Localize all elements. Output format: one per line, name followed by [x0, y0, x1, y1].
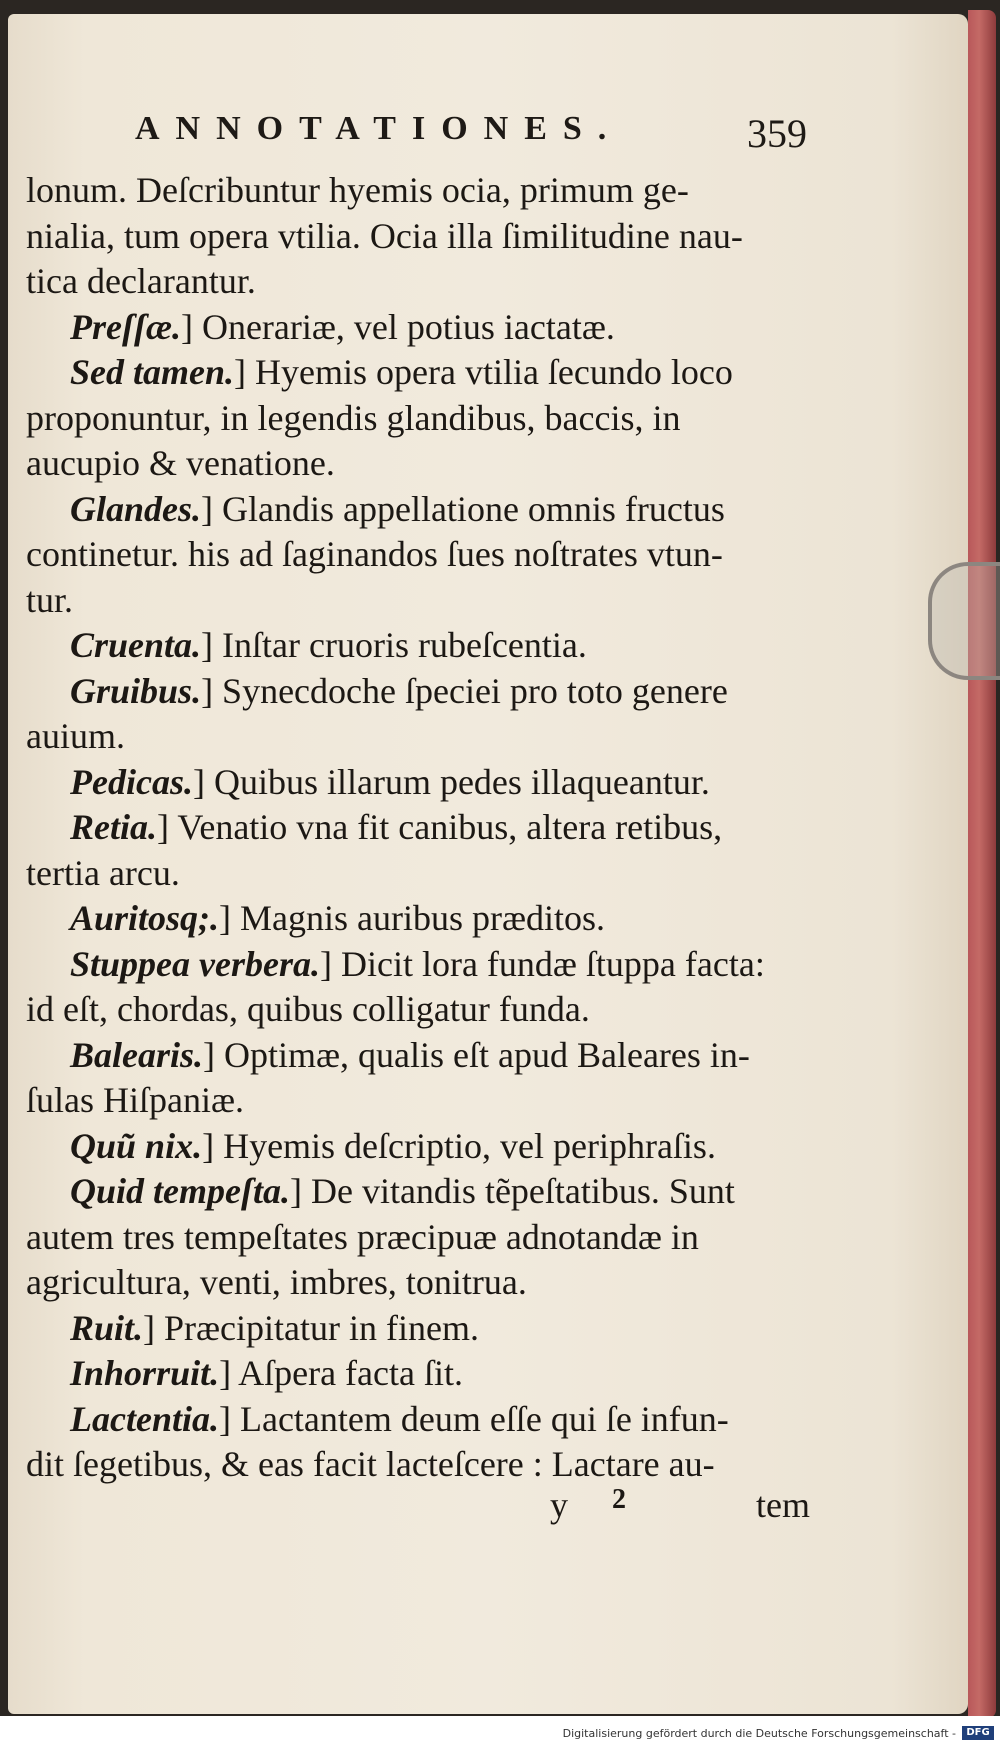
- annotation-text: [26, 168, 796, 1488]
- lemma: Cruenta.: [70, 625, 202, 665]
- line-text: ] Onerariæ, vel potius iactatæ.: [180, 306, 615, 347]
- page-clip: [928, 562, 1000, 680]
- line-text: ] Quibus illarum pedes illaqueantur.: [192, 761, 710, 802]
- catchwords-line: [540, 1484, 810, 1534]
- text-line: [26, 532, 796, 578]
- lemma: Ruit.: [70, 1307, 144, 1348]
- line-text: auium.: [26, 716, 125, 756]
- text-line: [26, 760, 796, 806]
- line-text: id eſt, chordas, quibus colligatur funda.: [26, 989, 590, 1029]
- line-text: proponuntur, in legendis glandibus, baccis, in: [26, 397, 681, 438]
- line-text: ] Magnis auribus præditos.: [219, 898, 606, 938]
- text-line: [26, 851, 796, 897]
- text-line: [26, 441, 796, 487]
- lemma: Quũ nix.: [70, 1125, 203, 1166]
- lemma: Pedicas.: [70, 761, 193, 802]
- lemma: Sed tamen.: [70, 352, 235, 392]
- line-text: ] Venatio vna fit canibus, altera retibus,: [157, 807, 723, 847]
- line-text: autem tres tempeſtates præcipuæ adnotandæ in: [26, 1216, 699, 1257]
- text-line: [26, 987, 796, 1033]
- line-text: dit ſegetibus, & eas facit lacteſcere : Lactare au-: [26, 1444, 715, 1484]
- lemma: Glandes.: [70, 488, 202, 529]
- line-text: tertia arcu.: [26, 852, 180, 893]
- text-line: [26, 805, 796, 851]
- line-text: ] Hyemis deſcriptio, vel periphraſis.: [202, 1125, 716, 1166]
- line-text: ] Hyemis opera vtilia ſecundo loco: [234, 352, 733, 392]
- text-line: [26, 623, 796, 669]
- lemma: Preſſæ.: [70, 306, 181, 347]
- text-line: [26, 1442, 796, 1488]
- line-text: nialia, tum opera vtilia. Ocia illa ſimilitudine nau-: [26, 215, 743, 256]
- line-text: ] Aſpera facta ſit.: [219, 1353, 463, 1393]
- text-line: [26, 259, 796, 305]
- text-line: [26, 1306, 796, 1352]
- text-line: [26, 214, 796, 260]
- text-line: [26, 1033, 796, 1079]
- line-text: tica declarantur.: [26, 261, 256, 301]
- signature-mark: y: [550, 1485, 568, 1525]
- text-line: [26, 487, 796, 533]
- lemma: Retia.: [70, 807, 157, 847]
- page-edge: [968, 10, 996, 1718]
- text-line: [26, 396, 796, 442]
- running-title: ANNOTATIONES.: [135, 110, 623, 147]
- line-text: ſulas Hiſpaniæ.: [26, 1080, 244, 1120]
- page-number: 359: [747, 111, 807, 156]
- text-line: [26, 1260, 796, 1306]
- line-text: ] Optimæ, qualis eſt apud Baleares in-: [203, 1034, 750, 1075]
- line-text: ] Synecdoche ſpeciei pro toto genere: [201, 670, 728, 711]
- lemma: Inhorruit.: [70, 1353, 220, 1393]
- lemma: Stuppea verbera.: [70, 943, 320, 984]
- signature-number: 2: [612, 1484, 626, 1515]
- text-line: [26, 578, 796, 624]
- line-text: tur.: [26, 579, 74, 620]
- text-line: [26, 896, 796, 942]
- text-line: [26, 1124, 796, 1170]
- line-text: ] Lactantem deum eſſe qui ſe infun-: [218, 1398, 729, 1439]
- lemma: Auritosq;.: [70, 898, 220, 938]
- catchword: tem: [756, 1485, 810, 1525]
- line-text: lonum. Deſcribuntur hyemis ocia, primum ge-: [26, 170, 689, 210]
- line-text: agricultura, venti, imbres, tonitrua.: [26, 1262, 527, 1302]
- lemma: Gruibus.: [70, 670, 202, 711]
- text-line: [26, 168, 796, 214]
- line-text: aucupio & venatione.: [26, 443, 335, 483]
- lemma: Lactentia.: [70, 1398, 219, 1439]
- text-line: [26, 1215, 796, 1261]
- line-text: ] Dicit lora fundæ ſtuppa facta:: [319, 943, 765, 984]
- text-line: [26, 1397, 796, 1443]
- line-text: continetur. his ad ſaginandos ſues noſtrates vtun-: [26, 534, 723, 574]
- text-line: [26, 1351, 796, 1397]
- lemma: Balearis.: [70, 1034, 204, 1075]
- digitization-credit: Digitalisierung gefördert durch die Deutsche Forschungsgemeinschaft -: [562, 1727, 956, 1740]
- text-line: [26, 350, 796, 396]
- dfg-logo: DFG: [962, 1726, 994, 1740]
- text-line: [26, 942, 796, 988]
- text-line: [26, 1169, 796, 1215]
- line-text: ] Glandis appellatione omnis fructus: [201, 488, 725, 529]
- line-text: ] Præcipitatur in finem.: [143, 1307, 479, 1348]
- text-line: [26, 305, 796, 351]
- text-line: [26, 669, 796, 715]
- text-line: [26, 1078, 796, 1124]
- text-line: [26, 714, 796, 760]
- line-text: ] Inſtar cruoris rubeſcentia.: [201, 625, 587, 665]
- lemma: Quid tempeſta.: [70, 1171, 290, 1211]
- line-text: ] De vitandis tẽpeſtatibus. Sunt: [289, 1171, 735, 1211]
- running-head: [135, 110, 815, 170]
